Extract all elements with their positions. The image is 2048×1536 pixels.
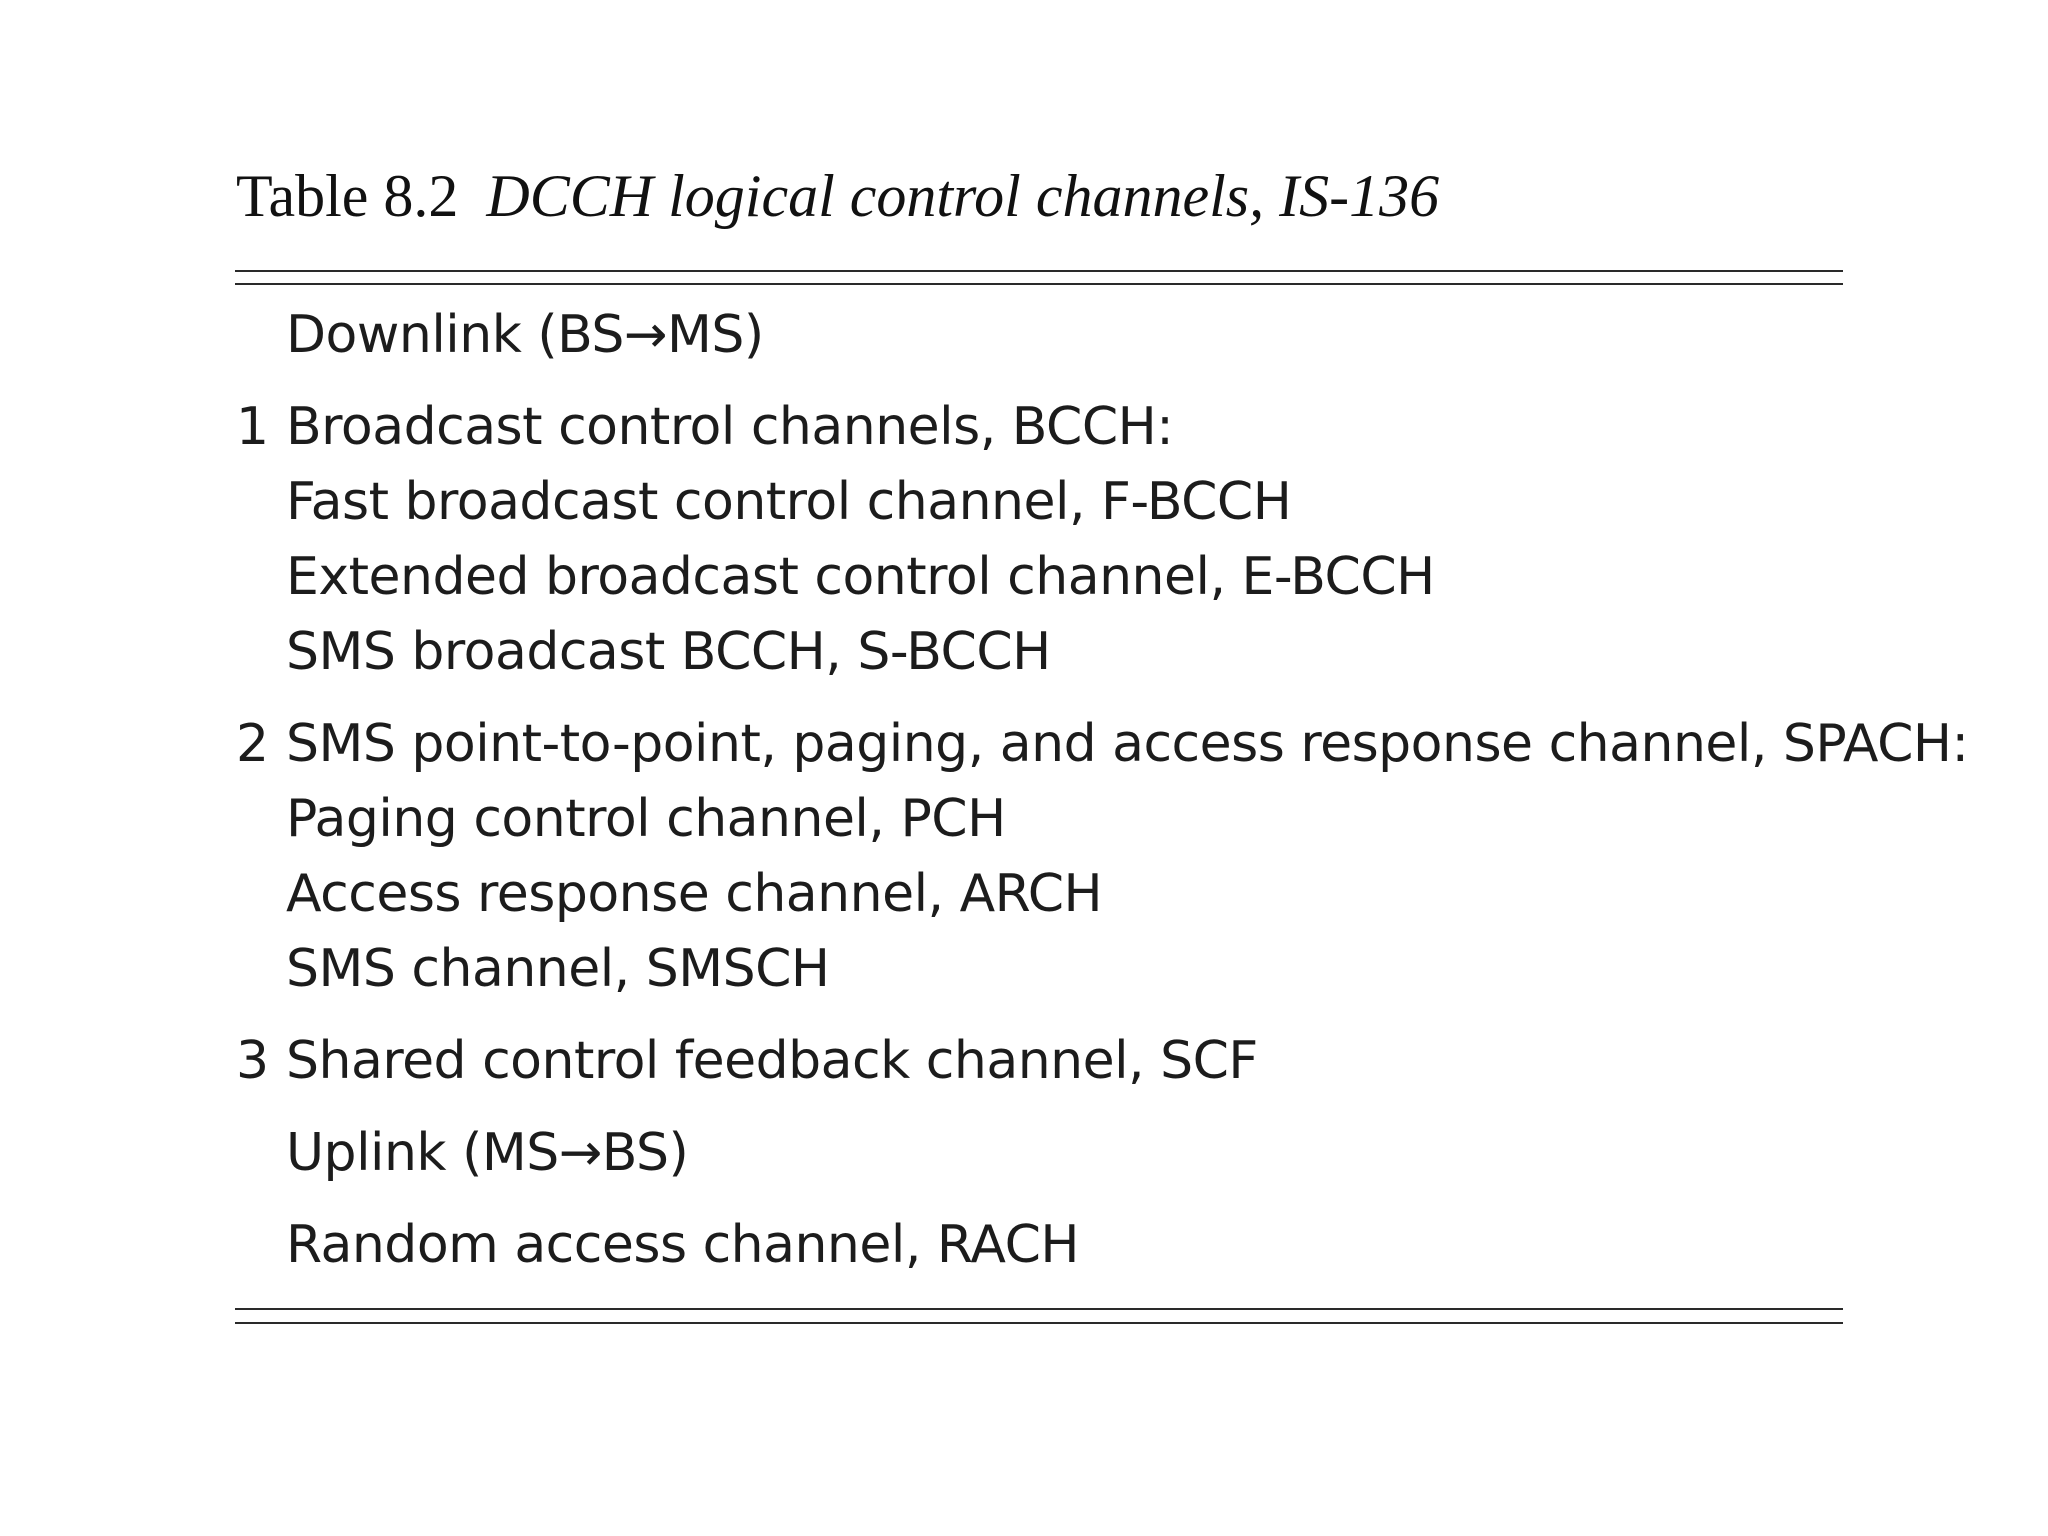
table-caption xyxy=(236,158,1439,234)
row-text: Paging control channel, PCH xyxy=(286,789,1006,849)
bottom-rule-outer xyxy=(235,1308,1843,1310)
row-number: 2 xyxy=(236,714,269,774)
row-text: SMS channel, SMSCH xyxy=(286,939,830,999)
top-rule-outer xyxy=(235,270,1843,272)
row-text: Uplink (MS→BS) xyxy=(286,1123,689,1183)
table-caption-label: Table 8.2 xyxy=(236,163,459,229)
row-text: SMS point-to-point, paging, and access response channel, SPACH: xyxy=(286,714,1969,774)
row-text: Shared control feedback channel, SCF xyxy=(286,1031,1258,1091)
row-text: Access response channel, ARCH xyxy=(286,864,1103,924)
table-caption-title: DCCH logical control channels, IS-136 xyxy=(486,163,1440,229)
top-rule-inner xyxy=(235,283,1843,285)
row-text: Downlink (BS→MS) xyxy=(286,305,764,365)
row-number: 1 xyxy=(236,397,269,457)
row-number: 3 xyxy=(236,1031,269,1091)
row-text: SMS broadcast BCCH, S-BCCH xyxy=(286,622,1051,682)
row-text: Random access channel, RACH xyxy=(286,1215,1079,1275)
bottom-rule-inner xyxy=(235,1322,1843,1324)
row-text: Fast broadcast control channel, F-BCCH xyxy=(286,472,1292,532)
row-text: Extended broadcast control channel, E-BCCH xyxy=(286,547,1435,607)
row-text: Broadcast control channels, BCCH: xyxy=(286,397,1174,457)
